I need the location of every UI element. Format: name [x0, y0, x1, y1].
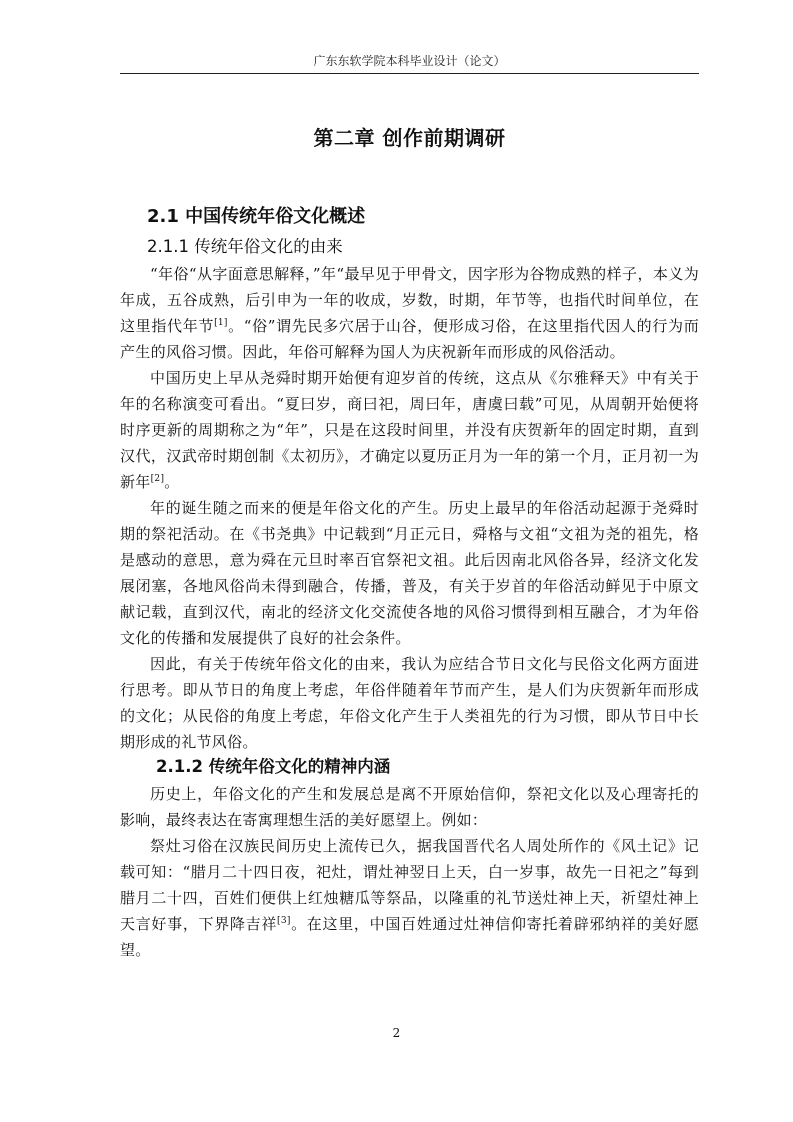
paragraph: 历史上，年俗文化的产生和发展总是离不开原始信仰，祭祀文化以及心理寄托的影响，最终表达在寄寓理想生活的美好愿望上。例如： [120, 785, 699, 829]
paragraph-text: “年俗“从字面意思解释，”年“最早见于甲骨文，因字形为谷物成熟的样子，本义为年成，五谷成熟，后引申为一年的收成，岁数，时期，年节等，也指代时间单位，在这里指代年节 [120, 265, 699, 335]
citation-ref: [1] [214, 318, 228, 328]
section-heading-2-1: 2.1 中国传统年俗文化概述 [147, 206, 366, 227]
paragraph [120, 261, 699, 365]
paragraph-text: 。在这里，中国百姓通过灶神信仰寄托着辟邪纳祥的美好愿望。 [120, 915, 699, 959]
running-header: 广东东软学院本科毕业设计（论文） [313, 54, 506, 68]
citation-ref: [2] [150, 474, 165, 484]
paragraph-text: 祭灶习俗在汉族民间历史上流传已久，据我国晋代名人周处所作的《风土记》记载可知：“腊月二十四日夜，祀灶，谓灶神翌日上天，白一岁事，故先一日祀之”每到腊月二十四，百姓们便供上红烛糖瓜等祭品，以隆重的礼节送灶神上天，祈望灶神上天言好事，下界降吉祥 [120, 837, 699, 933]
page-number: 2 [392, 1026, 401, 1040]
paragraph-text: 。 [164, 473, 180, 491]
paragraph [120, 365, 699, 495]
paragraph: 年的诞生随之而来的便是年俗文化的产生。历史上最早的年俗活动起源于尧舜时期的祭祀活动。在《书尧典》中记载到“月正元日，舜格与文祖“文祖为尧的祖先，格是感动的意思，意为舜在元旦时率百官祭祀文祖。此后因南北风俗各异，经济文化发展闭塞，各地风俗尚未得到融合，传播，普及，有关于岁首的年俗活动鲜见于中原文献记载，直到汉代，南北的经济文化交流使各地的风俗习惯得到相互融合，才为年俗文化的传播和发展提供了良好的社会条件。 [120, 499, 699, 647]
paragraph [120, 833, 699, 963]
paragraph: 因此，有关于传统年俗文化的由来，我认为应结合节日文化与民俗文化两方面进行思考。即从节日的角度上考虑，年俗伴随着年节而产生，是人们为庆贺新年而形成的文化；从民俗的角度上考虑，年俗文化产生于人类祖先的行为习惯，即从节日中长期形成的礼节风俗。 [120, 655, 699, 751]
header-rule [120, 73, 699, 74]
section-heading-2-1-2: 2.1.2 传统年俗文化的精神内涵 [156, 757, 391, 776]
chapter-title: 第二章 创作前期调研 [313, 126, 506, 150]
paragraph-text: 中国历史上早从尧舜时期开始便有迎岁首的传统，这点从《尔雅释天》中有关于年的名称演变可看出。“夏曰岁，商曰祀，周曰年，唐虞曰载”可见，从周朝开始便将时序更新的周期称之为“年”，只是在这段时间里，并没有庆贺新年的固定时期，直到汉代，汉武帝时期创制《太初历》，才确定以夏历正月为一年的第一个月，正月初一为新年 [120, 369, 699, 491]
paragraph-text: 。“俗”谓先民多穴居于山谷，便形成习俗，在这里指代因人的行为而产生的风俗习惯。因此，年俗可解释为国人为庆祝新年而形成的风俗活动。 [120, 317, 699, 361]
section-heading-2-1-1: 2.1.1 传统年俗文化的由来 [147, 237, 343, 256]
body-text [120, 203, 699, 963]
citation-ref: [3] [277, 916, 291, 926]
